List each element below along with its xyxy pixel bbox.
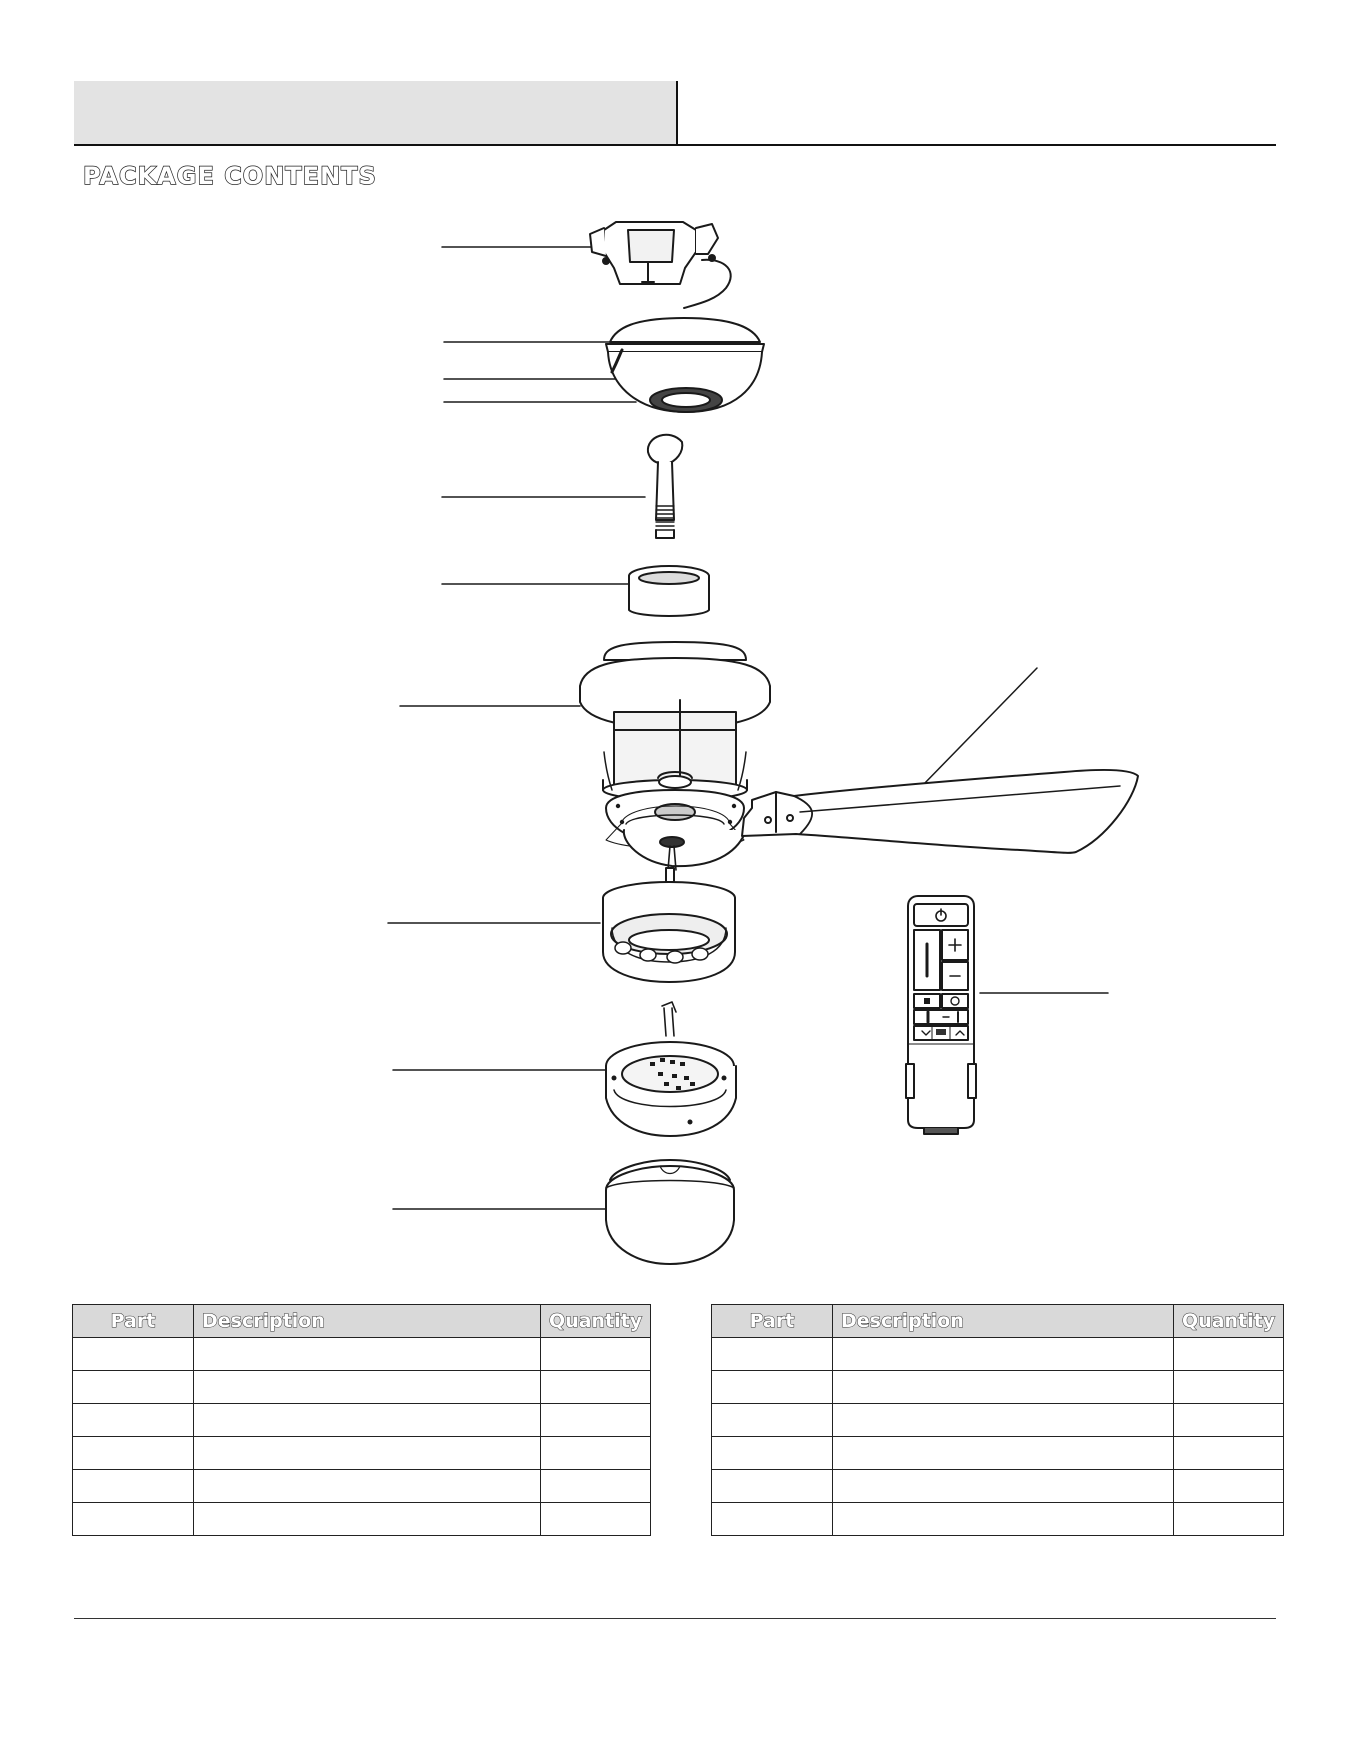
column-header-description: Description <box>833 1305 1174 1338</box>
table-header-row <box>712 1305 1284 1338</box>
table-row <box>712 1371 1284 1404</box>
table-row <box>73 1404 651 1437</box>
table-row <box>73 1470 651 1503</box>
cell-part <box>712 1470 833 1503</box>
cell-part <box>73 1404 194 1437</box>
cell-part <box>73 1437 194 1470</box>
cell-part <box>73 1503 194 1536</box>
column-header-part: Part <box>712 1305 833 1338</box>
cell-quantity <box>541 1470 651 1503</box>
footer-rule <box>74 1618 1276 1619</box>
cell-part <box>73 1338 194 1371</box>
column-header-quantity: Quantity <box>541 1305 651 1338</box>
table-row <box>712 1437 1284 1470</box>
cell-quantity <box>1174 1338 1284 1371</box>
led-light-kit-illustration <box>606 1002 736 1136</box>
motor-assembly-illustration <box>580 642 770 882</box>
coupling-cover-illustration <box>629 566 709 616</box>
cell-part <box>73 1470 194 1503</box>
cell-quantity <box>541 1437 651 1470</box>
cell-description <box>194 1404 541 1437</box>
cell-quantity <box>1174 1503 1284 1536</box>
mounting-bracket-illustration <box>590 222 731 308</box>
table-row <box>73 1371 651 1404</box>
cell-description <box>833 1371 1174 1404</box>
table-row <box>712 1338 1284 1371</box>
cell-description <box>833 1338 1174 1371</box>
cell-description <box>194 1437 541 1470</box>
table-header-row <box>73 1305 651 1338</box>
light-cover-illustration <box>606 1160 734 1264</box>
cell-quantity <box>1174 1437 1284 1470</box>
cell-quantity <box>1174 1371 1284 1404</box>
cell-quantity <box>541 1404 651 1437</box>
parts-table-left <box>72 1304 651 1536</box>
table-row <box>712 1503 1284 1536</box>
cell-quantity <box>541 1371 651 1404</box>
table-row <box>73 1503 651 1536</box>
table-row <box>73 1338 651 1371</box>
column-header-quantity: Quantity <box>1174 1305 1284 1338</box>
cell-part <box>712 1371 833 1404</box>
column-header-part: Part <box>73 1305 194 1338</box>
table-row <box>712 1470 1284 1503</box>
cell-part <box>712 1503 833 1536</box>
cell-description <box>833 1437 1174 1470</box>
cell-part <box>712 1338 833 1371</box>
cell-description <box>194 1503 541 1536</box>
switch-housing-illustration <box>603 882 735 982</box>
cell-quantity <box>541 1503 651 1536</box>
cell-part <box>712 1437 833 1470</box>
cell-quantity <box>1174 1404 1284 1437</box>
cell-description <box>194 1338 541 1371</box>
cell-part <box>73 1371 194 1404</box>
fan-blade-illustration <box>742 770 1138 853</box>
cell-description <box>833 1404 1174 1437</box>
table-row <box>73 1437 651 1470</box>
leader-lines <box>388 247 1108 1209</box>
parts-table-right <box>711 1304 1284 1536</box>
table-row <box>712 1404 1284 1437</box>
column-header-description: Description <box>194 1305 541 1338</box>
section-title: PACKAGE CONTENTS <box>83 162 377 190</box>
cell-quantity <box>1174 1470 1284 1503</box>
remote-control-illustration <box>906 896 976 1134</box>
cell-description <box>833 1470 1174 1503</box>
canopy-illustration <box>606 318 764 412</box>
cell-quantity <box>541 1338 651 1371</box>
cell-description <box>194 1470 541 1503</box>
cell-description <box>194 1371 541 1404</box>
downrod-illustration <box>648 435 682 538</box>
cell-part <box>712 1404 833 1437</box>
cell-description <box>833 1503 1174 1536</box>
